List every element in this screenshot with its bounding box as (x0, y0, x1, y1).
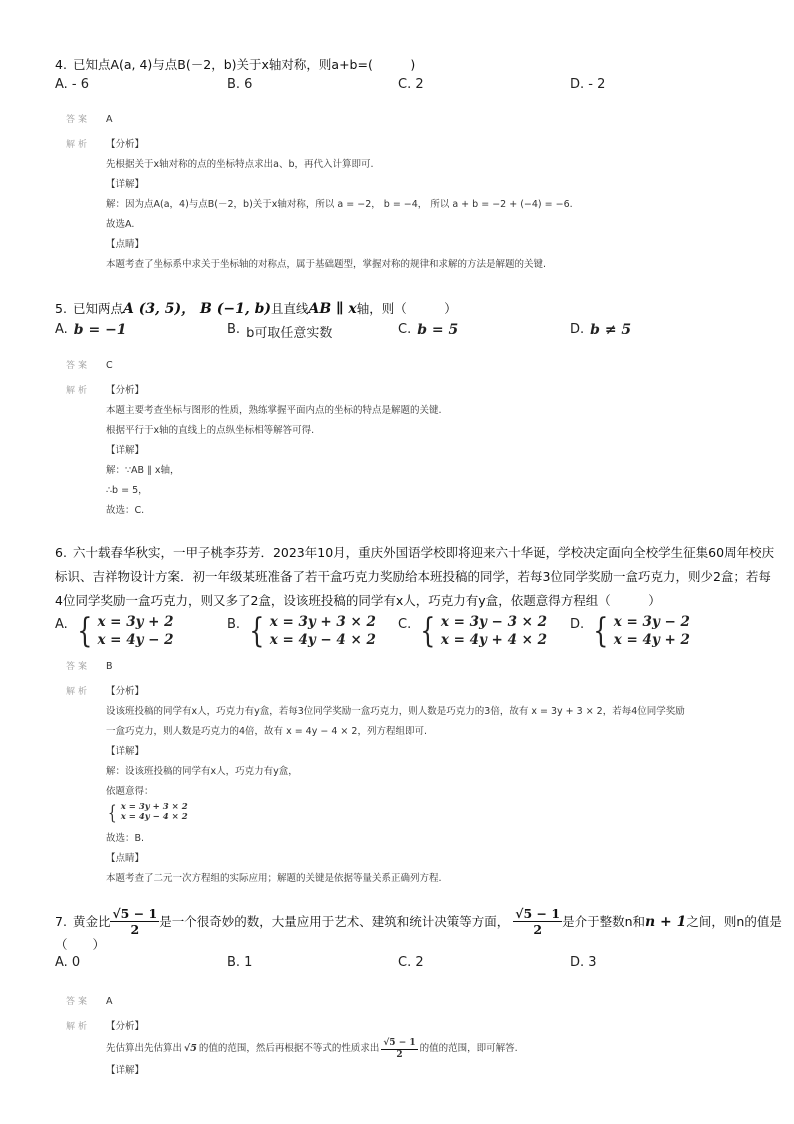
option-c[interactable]: C. 2 (398, 955, 424, 970)
question-number: 6. (55, 545, 67, 560)
analysis-line: 本题考查了二元一次方程组的实际应用；解题的关键是依据等量关系正确列方程. (106, 873, 442, 884)
option-d[interactable] (570, 322, 631, 338)
option-label: A. (55, 617, 68, 632)
question-5-stem (55, 297, 767, 321)
analysis-body (106, 381, 766, 521)
analysis-body (106, 682, 766, 889)
answer-row (66, 356, 766, 376)
analysis-line: 【详解】 (106, 746, 145, 757)
question-4-solution (66, 110, 766, 275)
question-text: 且直线 (271, 301, 309, 316)
question-text: 六十载春华秋实，一甲子桃李芬芳．2023年10月，重庆外国语学校即将迎来六十华诞，学校决定面向全校学生征集60周年校庆 (72, 545, 775, 560)
equation-row: x = 4y − 4 × 2 (120, 812, 188, 822)
golden-ratio-fraction (110, 906, 159, 937)
option-text: b可取任意实数 (246, 326, 333, 341)
option-b[interactable]: B. 1 (227, 955, 253, 970)
analysis-line: 根据平行于x轴的直线上的点纵坐标相等解答可得. (106, 425, 315, 436)
stem-line: 标识、吉祥物设计方案．初一年级某班准备了若干盒巧克力奖励给本班投稿的同学，若每3位同学奖励一盒巧克力，则少2盒；若每 (55, 569, 771, 584)
answer-row (66, 657, 766, 677)
question-text: 已知点A(a, 4)与点B(－2，b)关于x轴对称，则a+b=( ) (72, 57, 416, 72)
analysis-line: 【分析】 (106, 385, 145, 396)
analysis-line: 一盒巧克力，则人数是巧克力的4倍，故有 x = 4y − 4 × 2，列方程组即可. (106, 726, 427, 737)
analysis-line: 【点睛】 (106, 239, 145, 250)
question-7-solution (66, 992, 766, 1081)
option-d[interactable]: D. 3 (570, 955, 597, 970)
analysis-row (66, 135, 766, 275)
analysis-line: 【分析】 (106, 139, 145, 150)
option-label: B. (227, 322, 241, 337)
option-math: b = 5 (417, 322, 459, 338)
question-text: 之间，则n的值是 (686, 913, 782, 929)
analysis-line: 【分析】 (106, 686, 145, 697)
question-5-solution (66, 356, 766, 521)
analysis-line: 【详解】 (106, 179, 145, 190)
question-text: 轴，则（ ） (356, 301, 457, 316)
answer-label: 答案 (66, 662, 91, 672)
analysis-line: ∴b = 5， (106, 485, 148, 496)
analysis-label: 解析 (66, 1022, 91, 1032)
option-a[interactable]: A. 0 (55, 955, 81, 970)
analysis-line: 依题意得： (106, 786, 154, 797)
answer-value: C (106, 360, 113, 371)
equation-row: x = 3y + 2 (97, 614, 174, 630)
fraction-numerator: √5 − 1 (515, 906, 561, 921)
analysis-line: 解：设该班投稿的同学有x人，巧克力有y盒， (106, 766, 298, 777)
analysis-body (106, 135, 766, 275)
analysis-line: 解：因为点A(a，4)与点B(－2，b)关于x轴对称，所以 a = −2， b = −4， 所以 a + b = −2 + (−4) = −6. (106, 199, 573, 210)
equation-system (106, 802, 188, 822)
analysis-line: 本题主要考查坐标与图形的性质，熟练掌握平面内点的坐标的特点是解题的关键. (106, 405, 442, 416)
math-expression: n + 1 (645, 913, 687, 930)
option-b[interactable]: B. 6 (227, 77, 253, 92)
option-d[interactable] (570, 613, 690, 649)
answer-label: 答案 (66, 997, 91, 1007)
question-number: 4. (55, 57, 67, 72)
golden-ratio-fraction (381, 1038, 417, 1061)
brace-icon: { (593, 611, 609, 651)
math-expression: A (3, 5)， B (−1, b) (122, 301, 272, 317)
equation-row: x = 4y − 2 (97, 632, 174, 648)
option-label: D. (570, 322, 585, 337)
option-a[interactable] (55, 322, 127, 338)
answer-row (66, 110, 766, 130)
question-text: 是介于整数n和 (562, 913, 645, 929)
question-6 (55, 541, 775, 653)
analysis-line: 本题考查了坐标系中求关于坐标轴的对称点，属于基础题型，掌握对称的规律和求解的方法是解题的关键. (106, 259, 547, 270)
equation-row: x = 3y + 3 × 2 (269, 614, 376, 630)
analysis-line: 故选：C. (106, 505, 145, 516)
question-7-options (55, 955, 767, 979)
option-c[interactable] (398, 322, 458, 338)
equation-row: x = 4y − 4 × 2 (269, 632, 376, 648)
question-number: 7. (55, 913, 67, 929)
answer-value: B (106, 661, 113, 672)
option-math: b = −1 (73, 322, 127, 338)
analysis-line: 故选A. (106, 219, 135, 230)
equation-system (417, 613, 547, 649)
equation-row: x = 4y + 4 × 2 (440, 632, 548, 648)
answer-row (66, 992, 766, 1012)
analysis-text: 先估算出先估算出 (106, 1043, 183, 1054)
option-c[interactable]: C. 2 (398, 77, 424, 92)
answer-label: 答案 (66, 361, 91, 371)
answer-value: A (106, 996, 113, 1007)
analysis-row (66, 682, 766, 889)
analysis-label: 解析 (66, 687, 91, 697)
equation-row: x = 4y + 2 (613, 632, 690, 648)
option-label: A. (55, 322, 68, 337)
analysis-text: 的值的范围，即可解答. (419, 1043, 518, 1054)
analysis-line: 【分析】 (106, 1021, 145, 1032)
analysis-label: 解析 (66, 140, 91, 150)
question-5-options (55, 322, 767, 346)
analysis-row (66, 381, 766, 521)
option-label: D. (570, 617, 585, 632)
analysis-line: 【详解】 (106, 1065, 145, 1076)
option-a[interactable] (55, 613, 174, 649)
math-expression: √5 (184, 1043, 197, 1054)
question-text: 黄金比 (72, 913, 111, 929)
fraction-denominator: 2 (396, 1049, 403, 1060)
equation-row: x = 3y + 3 × 2 (120, 802, 188, 812)
question-6-solution (66, 657, 766, 889)
question-text: 是一个很奇妙的数，大量应用于艺术、建筑和统计决策等方面， (159, 913, 510, 929)
option-a[interactable]: A. - 6 (55, 77, 90, 92)
question-6-options (55, 613, 767, 653)
option-d[interactable]: D. - 2 (570, 77, 606, 92)
equation-system (590, 613, 690, 649)
analysis-line: 【详解】 (106, 445, 145, 456)
analysis-line: 先根据关于x轴对称的点的坐标特点求出a、b，再代入计算即可. (106, 159, 374, 170)
equation-system (246, 613, 376, 649)
question-5 (55, 297, 767, 346)
option-c[interactable] (398, 613, 547, 649)
fraction-denominator: 2 (533, 922, 543, 937)
question-number: 5. (55, 301, 67, 316)
option-math: b ≠ 5 (590, 322, 632, 338)
stem-line: 4位同学奖励一盒巧克力，则又多了2盒，设该班投稿的同学有x人，巧克力有y盒，依题意得方程组（ ） (55, 593, 661, 608)
fraction-numerator: √5 − 1 (112, 906, 158, 921)
equation-system (74, 613, 174, 649)
option-b[interactable] (227, 613, 376, 649)
fraction-denominator: 2 (130, 922, 140, 937)
analysis-line: 故选：B. (106, 833, 145, 844)
answer-label: 答案 (66, 115, 91, 125)
question-4 (55, 53, 767, 101)
equation-system-line (106, 802, 766, 829)
fraction-numerator: √5 − 1 (383, 1037, 416, 1048)
question-7-stem (55, 906, 782, 937)
equation-row: x = 3y − 2 (613, 614, 690, 630)
question-4-stem (55, 53, 767, 77)
analysis-line: 解：∵AB ∥ x轴， (106, 465, 180, 476)
option-label: C. (398, 322, 412, 337)
equation-row: x = 3y − 3 × 2 (440, 614, 548, 630)
analysis-body (106, 1017, 766, 1081)
question-text: 已知两点 (72, 301, 123, 316)
brace-icon: { (249, 611, 265, 651)
stem-line (55, 541, 775, 565)
math-expression: AB ∥ x (308, 301, 357, 317)
analysis-line: 设该班投稿的同学有x人，巧克力有y盒，若每3位同学奖励一盒巧克力，则人数是巧克力的3倍，故有 x = 3y + 3 × 2，若每4位同学奖励 (106, 706, 685, 717)
answer-value: A (106, 114, 113, 125)
analysis-row (66, 1017, 766, 1081)
analysis-label: 解析 (66, 386, 91, 396)
brace-icon: { (77, 611, 93, 651)
analysis-line: 【点睛】 (106, 853, 145, 864)
question-text: （ ） (55, 937, 106, 952)
option-label: C. (398, 617, 412, 632)
question-7 (55, 906, 782, 979)
question-4-options (55, 77, 767, 101)
option-label: B. (227, 617, 241, 632)
question-6-stem (55, 541, 775, 613)
golden-ratio-fraction (513, 906, 562, 937)
option-b[interactable] (227, 322, 332, 341)
brace-icon: { (107, 800, 117, 824)
analysis-line (106, 1037, 766, 1061)
analysis-text: 的值的范围，然后再根据不等式的性质求出 (198, 1043, 380, 1054)
brace-icon: { (420, 611, 436, 651)
